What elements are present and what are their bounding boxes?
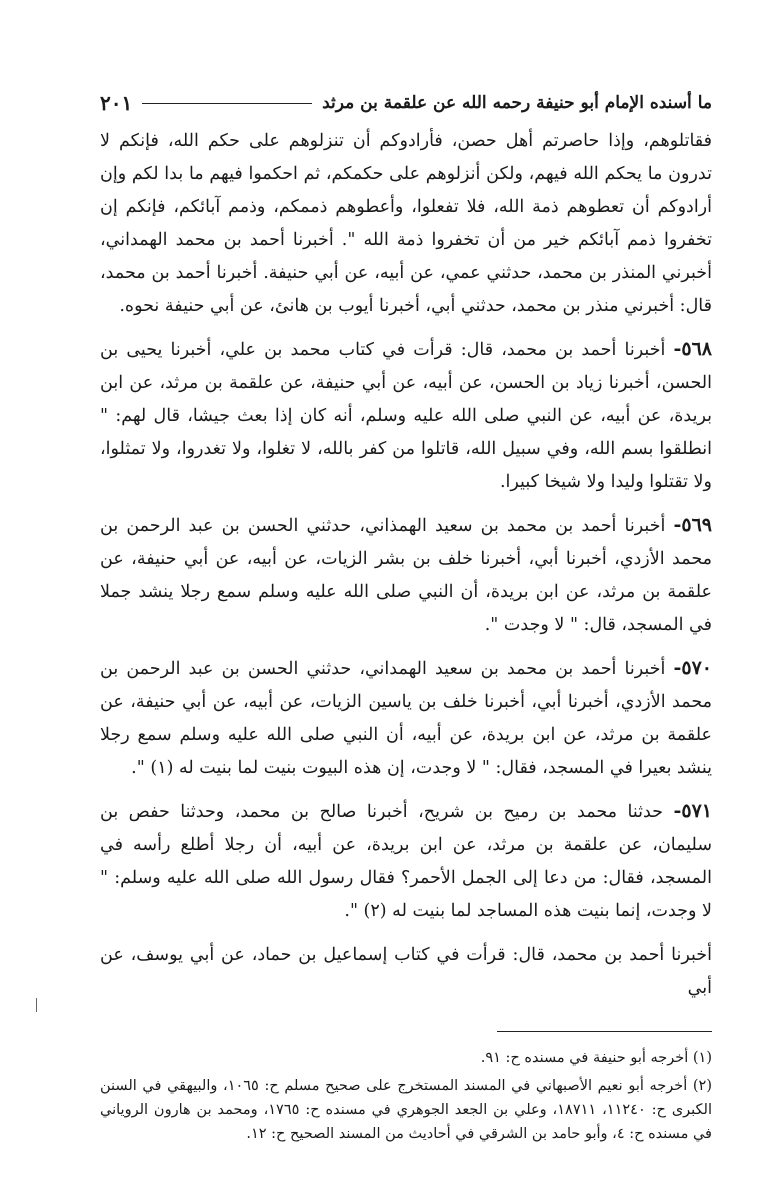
- paragraph: [100, 333, 712, 499]
- paragraph: [100, 509, 712, 642]
- hadith-number: ٥٦٨-: [673, 338, 712, 360]
- footnote: (١) أخرجه أبو حنيفة في مسنده ح: ٩١.: [480, 1050, 712, 1066]
- paragraph: [100, 795, 712, 928]
- hadith-number: ٥٧١-: [673, 800, 712, 822]
- book-page: [100, 86, 713, 1142]
- running-title: ما أسنده الإمام أبو حنيفة رحمه الله عن علقمة بن مرثد: [322, 93, 712, 113]
- page-body: [100, 124, 712, 1005]
- paragraph-text: فقاتلوهم، وإذا حاصرتم أهل حصن، فأرادوكم أن تنزلوهم على حكم الله، فإنكم لا تدرون ما يحكم الله فيهم، ولكن أنزلوهم على حكمكم، ثم احكموا فيهم ما بدا لكم وإن أرادوكم أن تعطوهم ذمة الله، فلا تفعلوا، وأعطوهم ذممكم، وذمم آبائكم، فإنكم إن تخفروا ذمم آبائكم خير من أن تخفروا ذمة الله ". أخبرنا أحمد بن محمد الهمداني، أخبرني المنذر بن محمد، حدثني عمي، عن أبيه، عن أبي حنيفة. أخبرنا أحمد بن محمد، قال: أخبرني منذر بن محمد، حدثني أبي، أخبرنا أيوب بن هانئ، عن أبي حنيفة نحوه.: [100, 131, 712, 316]
- header-rule: [142, 103, 312, 104]
- paragraph: [100, 124, 712, 323]
- paragraph-text: أخبرنا أحمد بن محمد بن سعيد الهمداني، حدثني الحسن بن عبد الرحمن بن محمد الأزدي، أخبرنا أبي، أخبرنا خلف بن ياسين الزيات، عن أبيه، عن أبي حنيفة، عن علقمة بن مرثد، عن ابن بريدة، عن أبيه، أن النبي صلى الله عليه وسلم سمع رجلا ينشد بعيرا في المسجد، فقال: " لا وجدت، إن هذه البيوت بنيت لما بنيت له (١) ".: [100, 659, 712, 778]
- paragraph-text: أخبرنا أحمد بن محمد، قال: قرأت في كتاب محمد بن علي، أخبرنا يحيى بن الحسن، أخبرنا زياد بن الحسن، عن أبيه، عن أبي حنيفة، عن علقمة بن مرثد، عن ابن بريدة، عن أبيه، عن النبي صلى الله عليه وسلم، أنه كان إذا بعث جيشا، قال لهم: " انطلقوا بسم الله، وفي سبيل الله، قاتلوا من كفر بالله، لا تغلوا، ولا تغدروا، ولا تمثلوا، ولا تقتلوا وليدا ولا شيخا كبيرا.: [100, 340, 712, 492]
- paragraph-text: أخبرنا أحمد بن محمد بن سعيد الهمذاني، حدثني الحسن بن عبد الرحمن بن محمد الأزدي، أخبرنا أبي، أخبرنا خلف بن بشر الزيات، عن أبيه، عن أبي حنيفة، عن علقمة بن مرثد، عن ابن بريدة، أن النبي صلى الله عليه وسلم سمع رجلا ينشد جملا في المسجد، قال: " لا وجدت ".: [100, 516, 712, 635]
- margin-mark: [36, 998, 39, 1012]
- footnote-separator: [497, 1031, 712, 1032]
- paragraph: [100, 652, 712, 785]
- page-header: [100, 86, 712, 120]
- hadith-number: ٥٧٠-: [673, 657, 712, 679]
- footnotes: [100, 1046, 712, 1146]
- page-number: ٢٠١: [100, 91, 133, 115]
- hadith-number: ٥٦٩-: [673, 514, 712, 536]
- paragraph: [100, 938, 712, 1005]
- footnote: (٢) أخرجه أبو نعيم الأصبهاني في المسند المستخرج على صحيح مسلم ح: ١٠٦٥، والبيهقي في السنن الكبرى ح: ١١٢٤٠، ١٨٧١١، وعلي بن الجعد الجوهري في مسنده ح: ١٧٦٥، ومحمد بن هارون الروياني في مسنده ح: ٤، وأبو حامد بن الشرقي في أحاديث من المسند الصحيح ح: ١٢.: [100, 1078, 713, 1142]
- paragraph-text: حدثنا محمد بن رميح بن شريح، أخبرنا صالح بن محمد، وحدثنا حفص بن سليمان، عن علقمة بن مرثد، عن ابن بريدة، عن أبيه، أن رجلا أطلع رأسه في المسجد، فقال: من دعا إلى الجمل الأحمر؟ فقال رسول الله صلى الله عليه وسلم: " لا وجدت، إنما بنيت هذه المساجد لما بنيت له (٢) ".: [100, 802, 712, 921]
- paragraph-text: أخبرنا أحمد بن محمد، قال: قرأت في كتاب إسماعيل بن حماد، عن أبي يوسف، عن أبي: [100, 945, 712, 998]
